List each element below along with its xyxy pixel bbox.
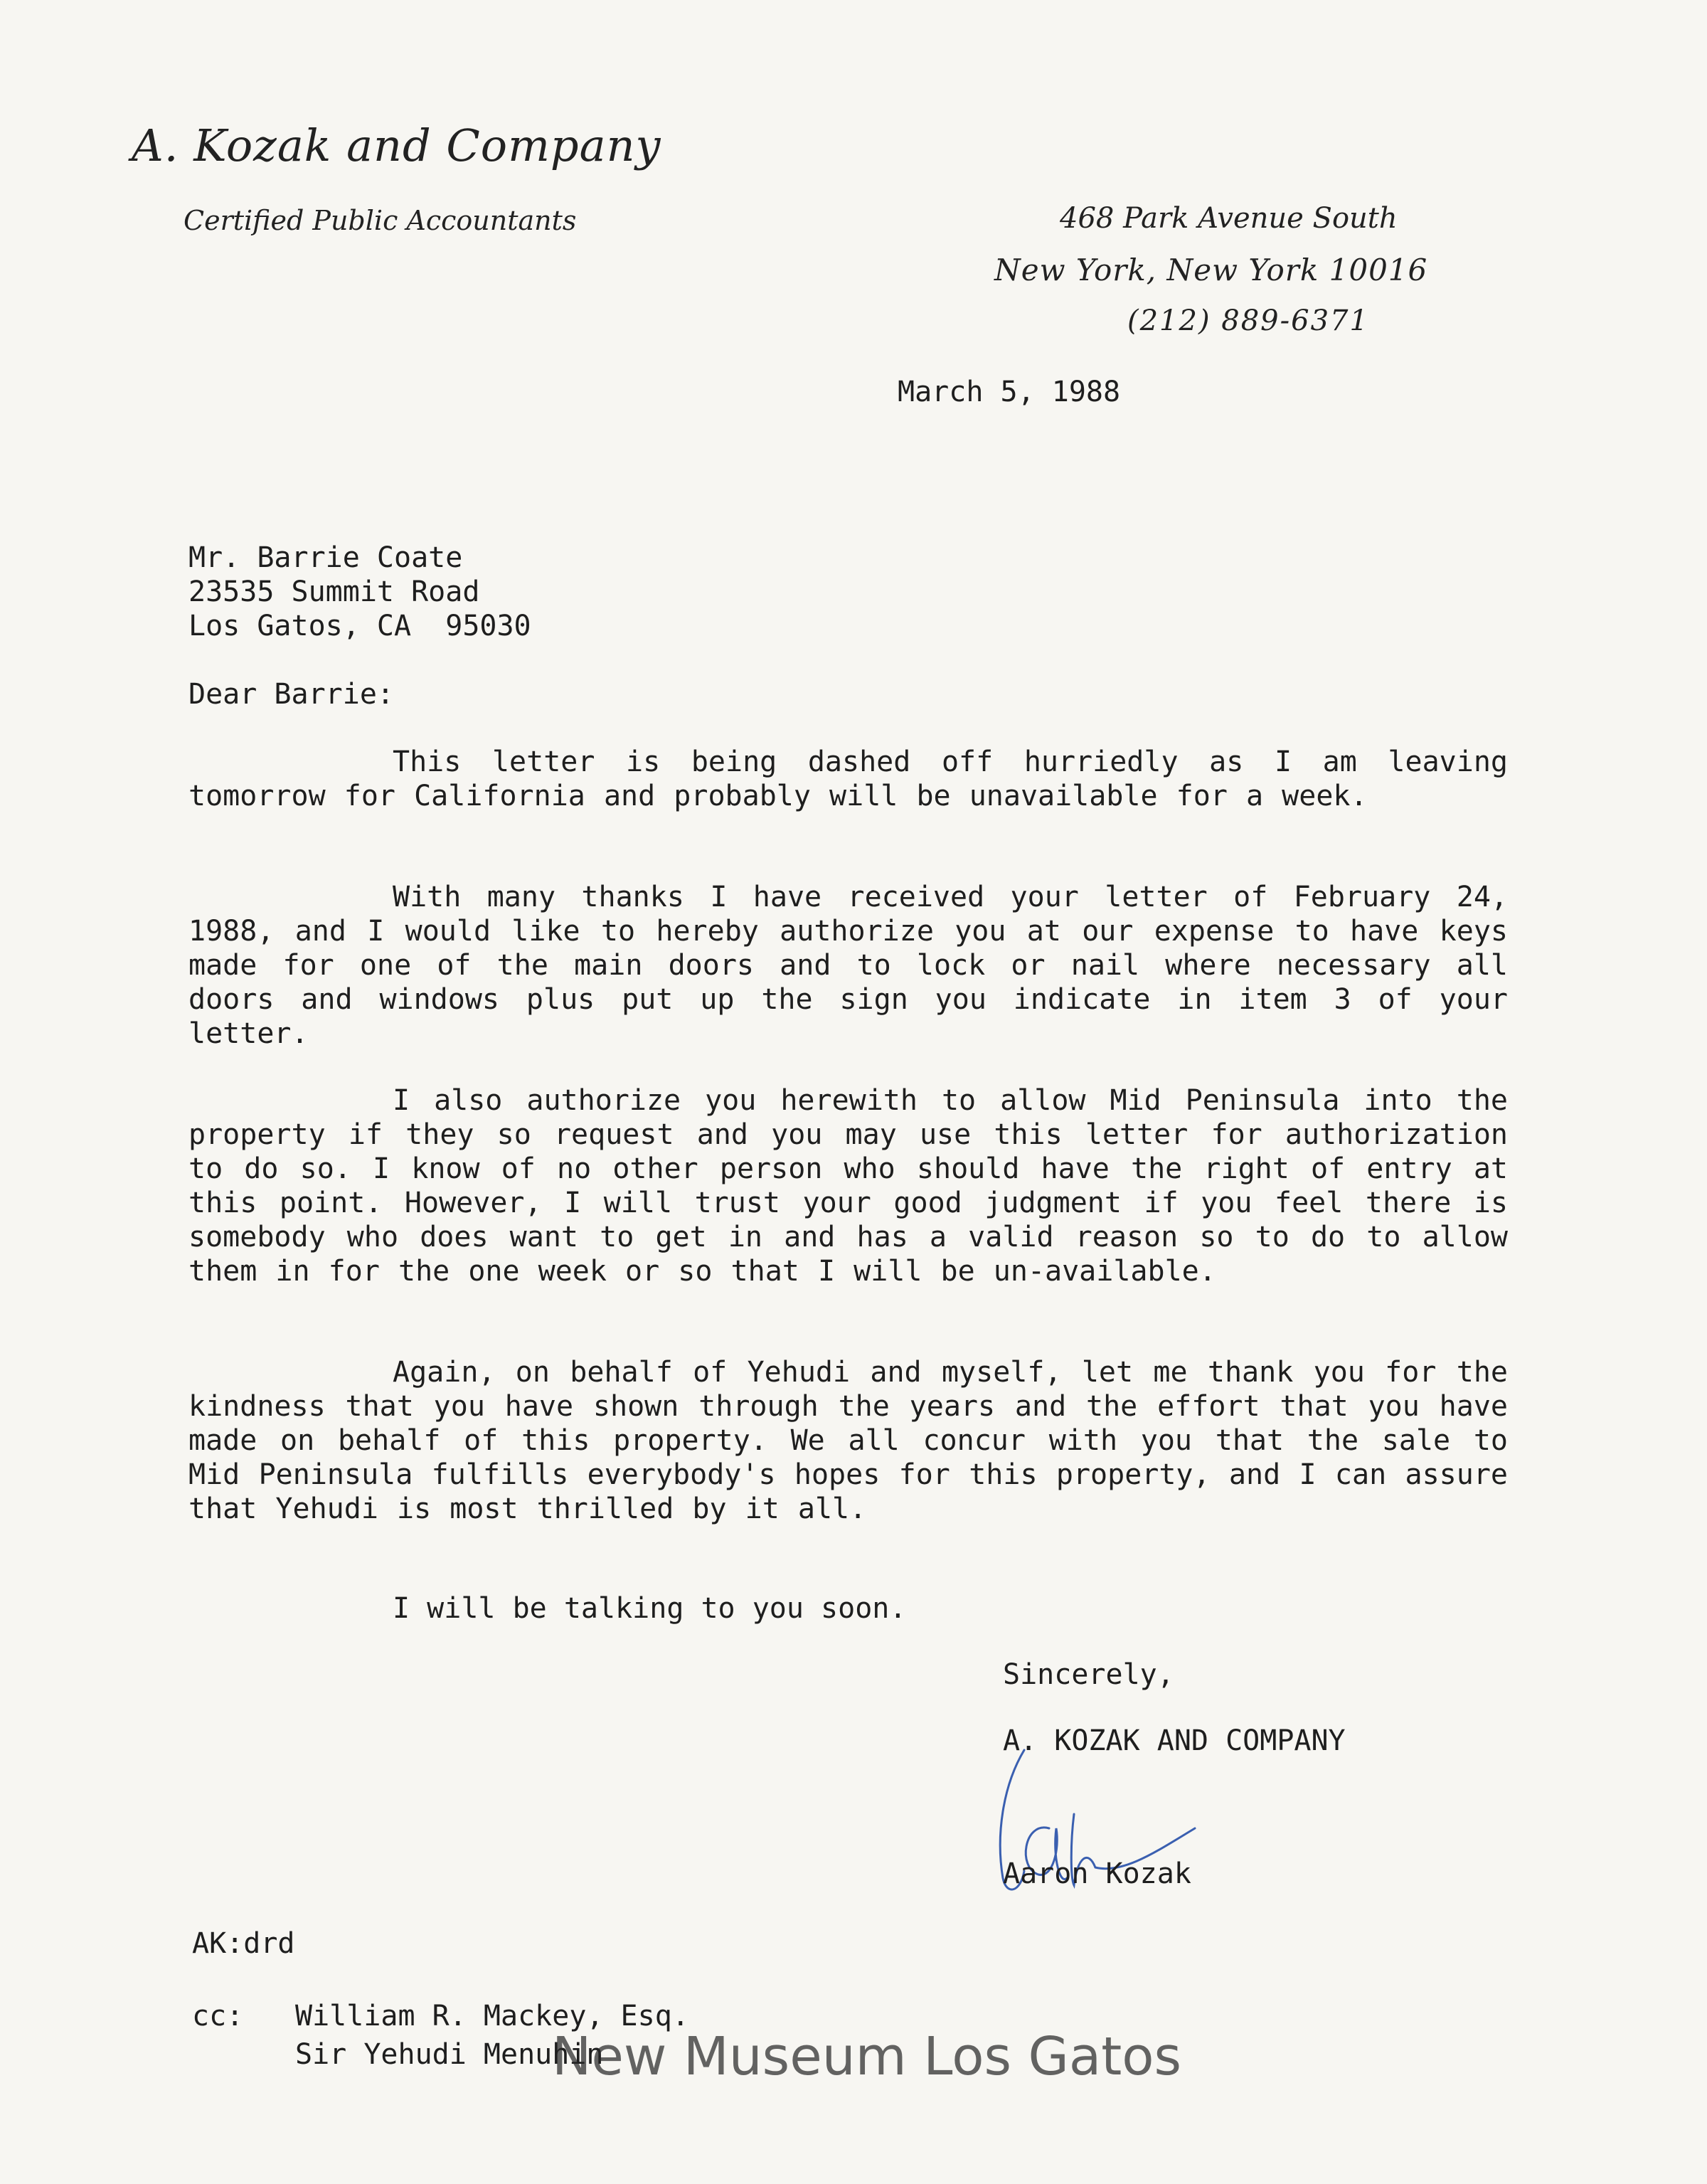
- letter-date: March 5, 1988: [898, 376, 1121, 408]
- reference-initials: AK:drd: [192, 1927, 295, 1960]
- body-paragraph-2: With many thanks I have received your letter of February 24, 1988, and I would like to hereby authorize you at our expense to have keys made for one of the main doors and to lock or nail where necessary all doors and windows plus put up the sign you indicate in item 3 of your letter.: [188, 881, 1508, 1050]
- letterhead-address-line2: New York, New York 10016: [994, 253, 1428, 287]
- body-paragraph-5: I will be talking to you soon.: [393, 1592, 907, 1625]
- recipient-street: 23535 Summit Road: [188, 576, 480, 608]
- signer-name: Aaron Kozak: [1003, 1857, 1191, 1890]
- letterhead-address-line1: 468 Park Avenue South: [1060, 202, 1398, 235]
- recipient-city: Los Gatos, CA 95030: [188, 610, 531, 642]
- greeting: Dear Barrie:: [188, 678, 394, 711]
- body-paragraph-1: This letter is being dashed off hurriedly as I am leaving tomorrow for California and probably will be unavailable for a week.: [188, 746, 1508, 812]
- valediction: Sincerely,: [1003, 1658, 1174, 1691]
- museum-watermark: New Museum Los Gatos: [552, 2026, 1182, 2087]
- recipient-name: Mr. Barrie Coate: [188, 541, 463, 574]
- cc-recipient-2: Sir Yehudi Menuhin: [295, 2038, 604, 2071]
- cc-recipient-1: William R. Mackey, Esq.: [295, 2000, 689, 2032]
- letterhead-phone: (212) 889-6371: [1127, 304, 1369, 337]
- letterhead-company-name: A. Kozak and Company: [132, 120, 661, 171]
- closing-company: A. KOZAK AND COMPANY: [1003, 1724, 1346, 1757]
- body-paragraph-3: I also authorize you herewith to allow Mid Peninsula into the property if they so request and you may use this letter for authorization to do so. I know of no other person who should have the right of entry at this point. However, I will trust your good judgment if you feel there is somebody who does want to get in and has a valid reason so to do to allow them in for the one week or so that I will be un-available.: [188, 1084, 1508, 1288]
- body-paragraph-4: Again, on behalf of Yehudi and myself, let me thank you for the kindness that you have shown through the years and the effort that you have made on behalf of this property. We all concur with you that the sale to Mid Peninsula fulfills everybody's hopes for this property, and I can assure that Yehudi is most thrilled by it all.: [188, 1356, 1508, 1525]
- cc-label: cc:: [192, 2000, 244, 2032]
- letterhead-subtitle: Certified Public Accountants: [184, 205, 577, 236]
